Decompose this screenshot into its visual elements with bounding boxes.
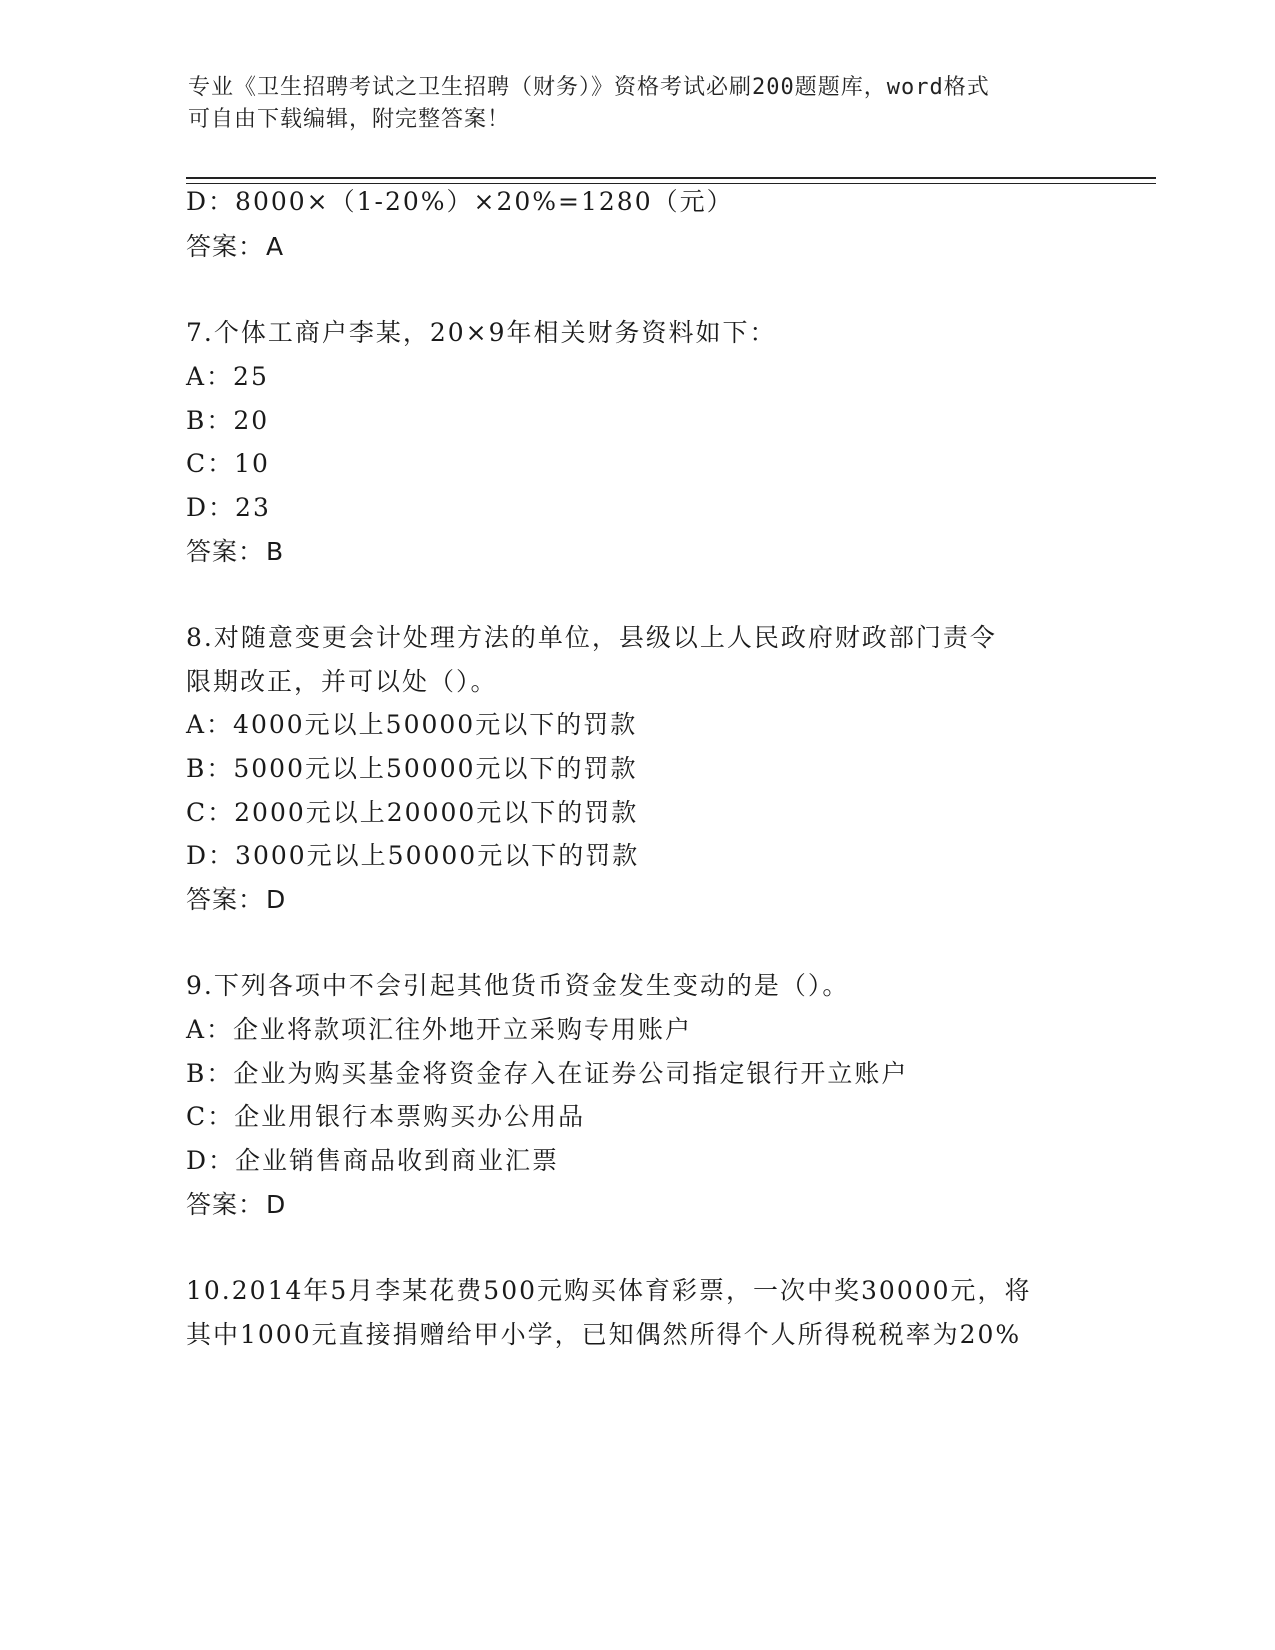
- header-title-line-2: 可自由下载编辑，附完整答案！: [188, 107, 511, 132]
- answer-value: D: [266, 1190, 287, 1219]
- header-divider-thick: [186, 177, 1156, 179]
- question-10-stem-line-2: 其中1000元直接捐赠给甲小学，已知偶然所得个人所得税税率为20%: [186, 1320, 1022, 1349]
- answer-value: A: [266, 232, 285, 261]
- question-7-answer: [186, 535, 284, 569]
- question-9-option-b: B：企业为购买基金将资金存入在证券公司指定银行开立账户: [186, 1059, 909, 1088]
- question-8-answer: [186, 883, 286, 917]
- question-9-option-a: A：企业将款项汇往外地开立采购专用账户: [186, 1015, 693, 1044]
- prev-option-d: D：8000×（1-20%）×20%=1280（元）: [186, 187, 734, 216]
- answer-label: 答案：: [186, 885, 265, 914]
- document-header: [188, 72, 1068, 136]
- question-7-option-b: B：20: [186, 406, 270, 435]
- prev-answer: [186, 230, 284, 264]
- question-8-stem-line-1: 8.对随意变更会计处理方法的单位，县级以上人民政府财政部门责令: [186, 623, 997, 652]
- question-8-option-a: A：4000元以上50000元以下的罚款: [186, 710, 638, 739]
- question-7-option-d: D：23: [186, 493, 271, 522]
- header-divider-thin: [186, 183, 1156, 184]
- answer-label: 答案：: [186, 1190, 265, 1219]
- answer-value: D: [266, 885, 287, 914]
- question-9-option-d: D：企业销售商品收到商业汇票: [186, 1146, 560, 1175]
- header-title-line-1: 专业《卫生招聘考试之卫生招聘（财务）》资格考试必刷200题题库，word格式: [188, 75, 990, 100]
- answer-label: 答案：: [186, 232, 265, 261]
- question-8-option-c: C：2000元以上20000元以下的罚款: [186, 798, 639, 827]
- question-7-option-c: C：10: [186, 449, 270, 478]
- question-9-answer: [186, 1188, 286, 1222]
- question-7-option-a: A：25: [186, 362, 269, 391]
- question-10-stem-line-1: 10.2014年5月李某花费500元购买体育彩票，一次中奖30000元，将: [186, 1276, 1032, 1305]
- answer-value: B: [266, 537, 285, 566]
- question-8-option-d: D：3000元以上50000元以下的罚款: [186, 841, 640, 870]
- question-9-stem: 9.下列各项中不会引起其他货币资金发生变动的是（）。: [186, 971, 850, 1000]
- answer-label: 答案：: [186, 537, 265, 566]
- question-8-option-b: B：5000元以上50000元以下的罚款: [186, 754, 638, 783]
- question-7-stem: 7.个体工商户李某，20×9年相关财务资料如下：: [186, 318, 777, 347]
- question-9-option-c: C：企业用银行本票购买办公用品: [186, 1102, 586, 1131]
- question-8-stem-line-2: 限期改正，并可以处（）。: [186, 667, 498, 696]
